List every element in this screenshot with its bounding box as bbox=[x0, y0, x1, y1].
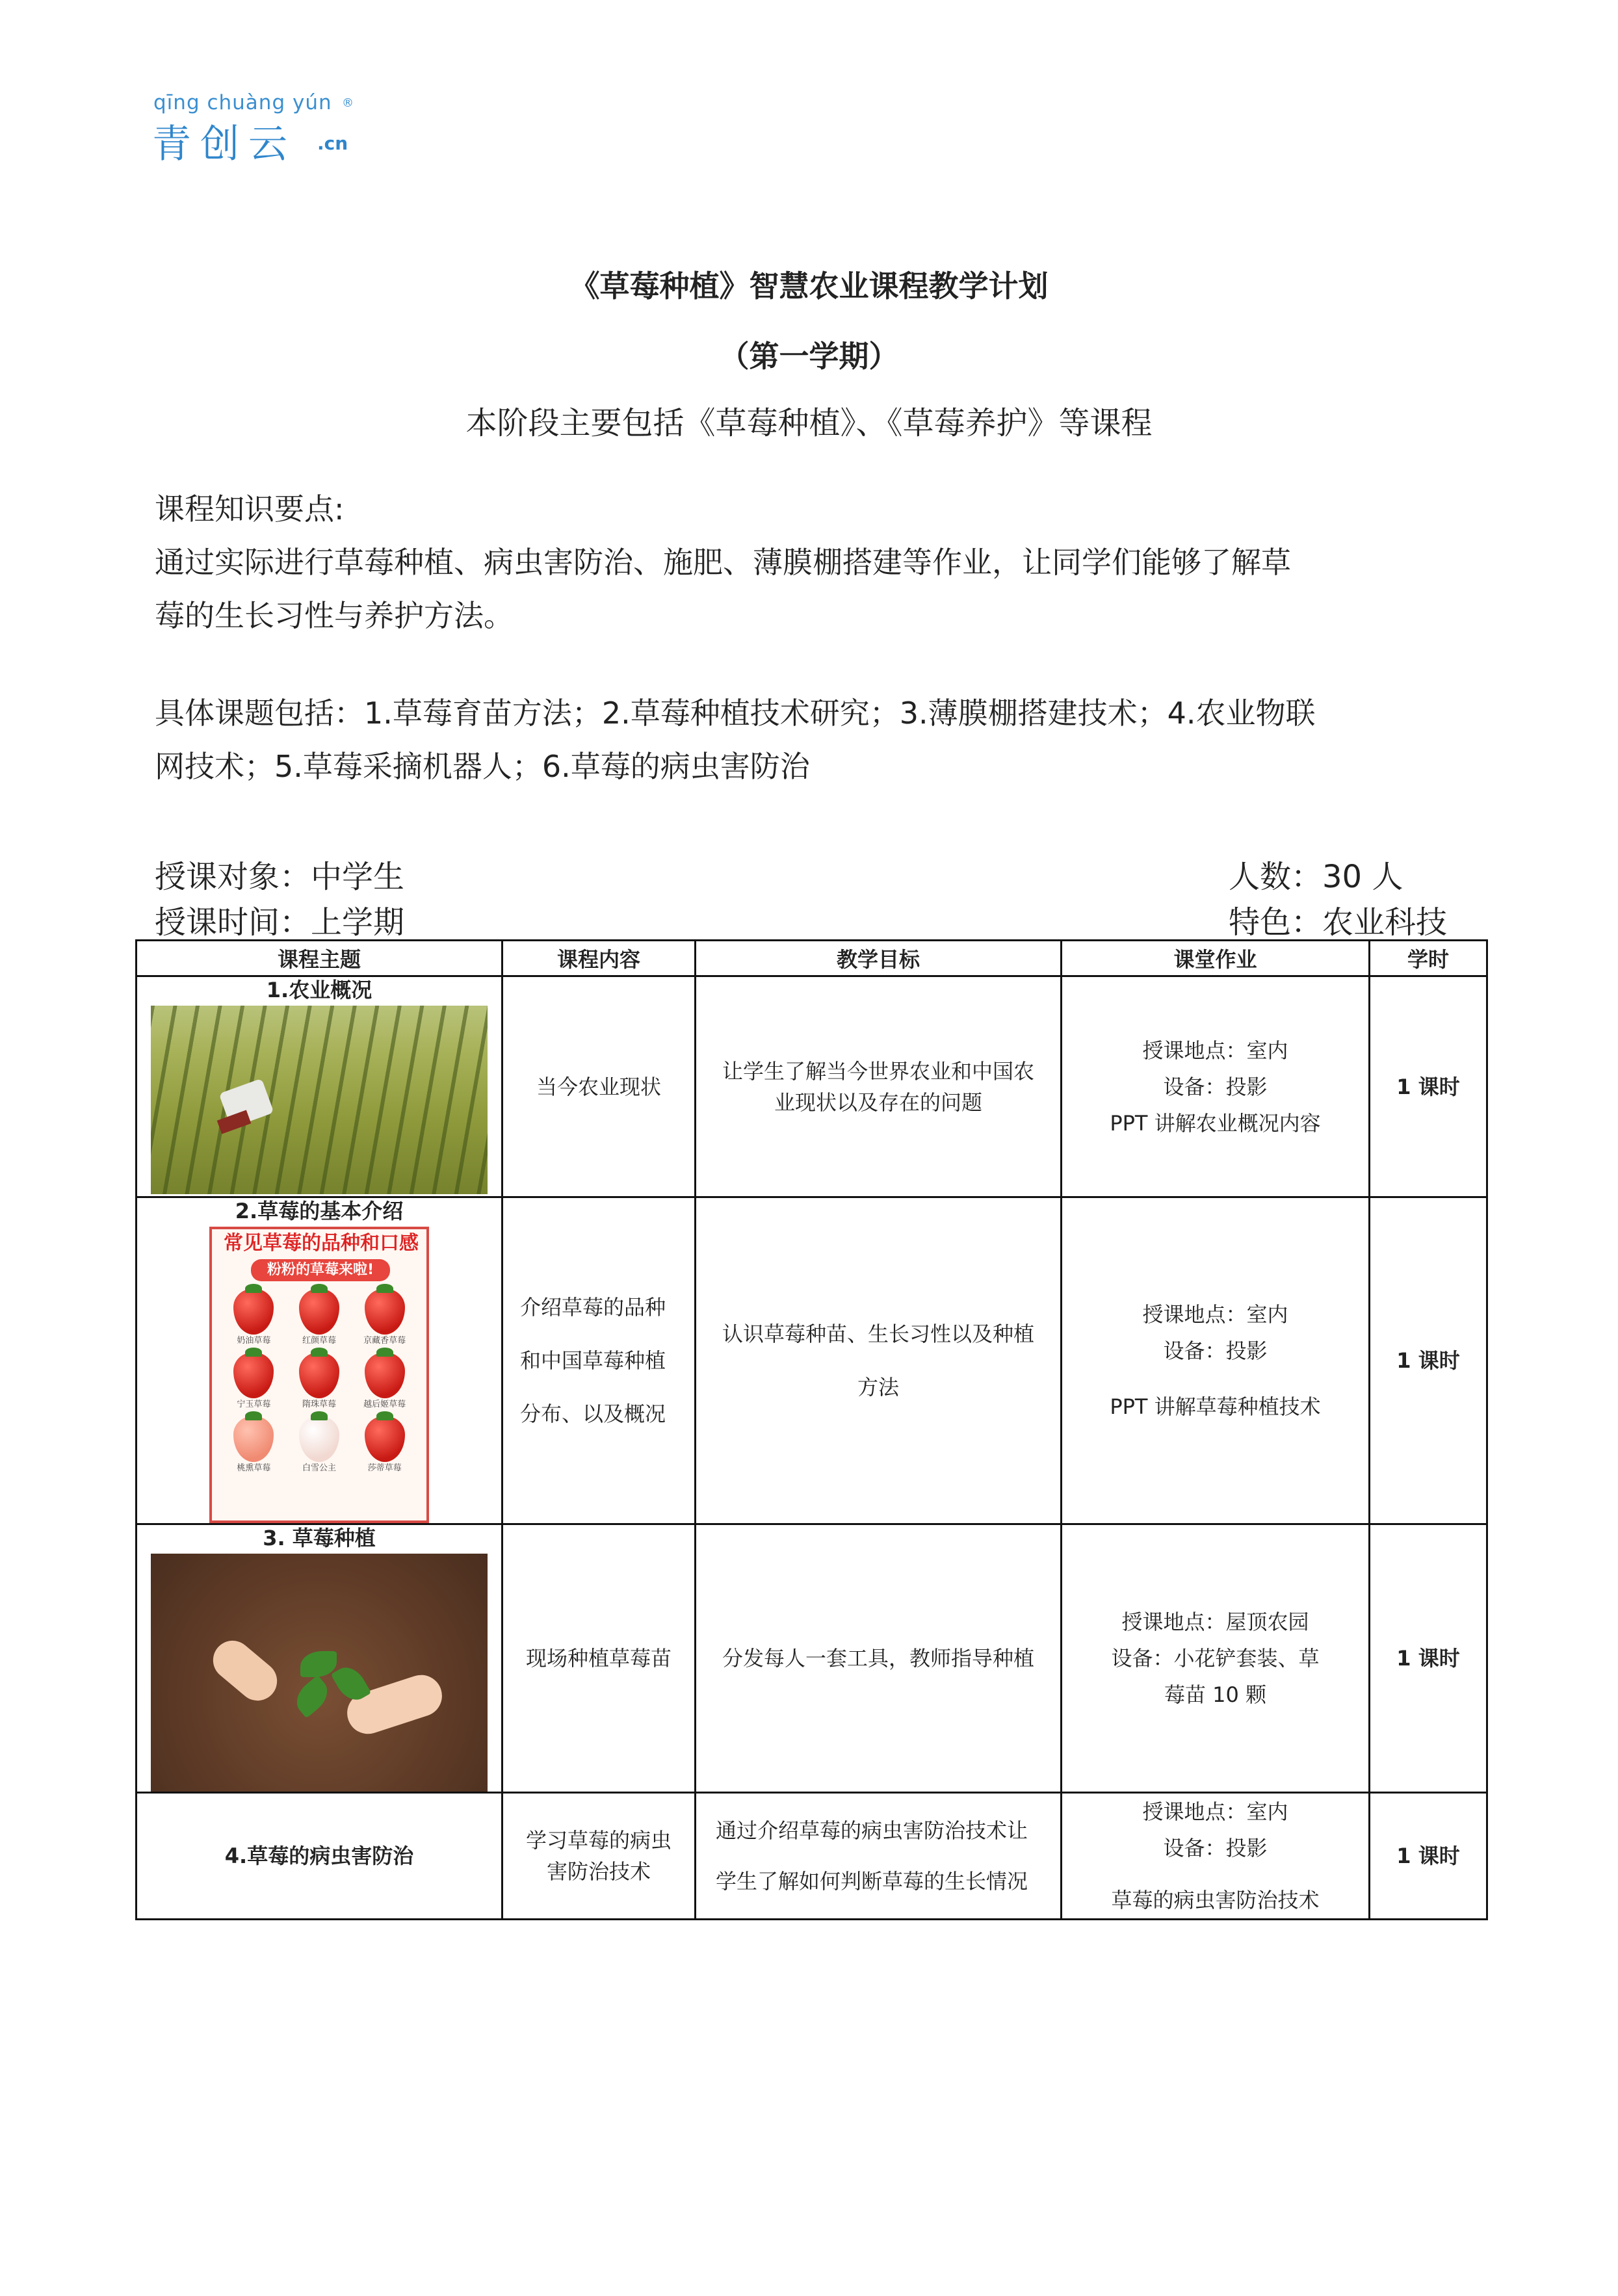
work-line: 设备：小花铲套装、草 bbox=[1111, 1646, 1320, 1671]
table-row bbox=[137, 1793, 1487, 1920]
feature-info: 特色：农业科技 bbox=[1229, 904, 1448, 941]
strawberry-icon: 京藏香草莓 bbox=[352, 1289, 417, 1348]
header-hours: 学时 bbox=[1370, 941, 1487, 976]
topic-cell bbox=[137, 1793, 502, 1920]
work-line: 设备：投影 bbox=[1163, 1338, 1268, 1363]
semester-label: （第一学期） bbox=[719, 339, 899, 374]
knowledge-line: 通过实际进行草莓种植、病虫害防治、施肥、薄膜棚搭建等作业，让同学们能够了解草 bbox=[155, 545, 1291, 580]
strawberry-varieties-poster bbox=[209, 1227, 429, 1523]
topic-name: 1.农业概况 bbox=[266, 978, 372, 1002]
strawberry-icon: 桃熏草莓 bbox=[221, 1416, 287, 1475]
strawberry-icon: 白雪公主 bbox=[287, 1416, 352, 1475]
knowledge-line: 莓的生长习性与养护方法。 bbox=[155, 598, 514, 633]
work-line: 莓苗 10 颗 bbox=[1164, 1682, 1267, 1707]
hours-cell: 1 课时 bbox=[1370, 1197, 1487, 1524]
topic-name: 3. 草莓种植 bbox=[263, 1526, 376, 1550]
stage-intro: 本阶段主要包括《草莓种植》、《草莓养护》等课程 bbox=[465, 405, 1153, 441]
goal-cell bbox=[696, 976, 1062, 1197]
goal-text: 认识草莓种苗、生长习性以及种植方法 bbox=[722, 1322, 1034, 1400]
work-line: 授课地点：室内 bbox=[1142, 1302, 1288, 1327]
work-line: 授课地点：室内 bbox=[1142, 1799, 1288, 1824]
work-line: PPT 讲解农业概况内容 bbox=[1110, 1110, 1321, 1136]
table-header-row bbox=[137, 941, 1487, 976]
topic-name: 4.草莓的病虫害防治 bbox=[224, 1844, 414, 1868]
farm-field-image bbox=[151, 1006, 488, 1194]
work-line: 授课地点：室内 bbox=[1142, 1037, 1288, 1063]
table-row bbox=[137, 1197, 1487, 1524]
logo-pinyin: qīng chuàng yún bbox=[153, 91, 332, 114]
topics-line: 网技术；5.草莓采摘机器人；6.草莓的病虫害防治 bbox=[155, 749, 810, 784]
topic-cell bbox=[137, 1197, 502, 1524]
content-cell: 现场种植草莓苗 bbox=[502, 1524, 696, 1793]
header-work: 课堂作业 bbox=[1062, 941, 1370, 976]
work-cell bbox=[1062, 1524, 1370, 1793]
goal-cell bbox=[696, 1793, 1062, 1920]
topic-cell bbox=[137, 976, 502, 1197]
work-line: 授课地点：屋顶农园 bbox=[1121, 1610, 1309, 1634]
document-title: 《草莓种植》智慧农业课程教学计划 bbox=[569, 268, 1049, 304]
registered-mark: ® bbox=[342, 96, 354, 110]
header-content: 课程内容 bbox=[502, 941, 696, 976]
header-goal: 教学目标 bbox=[696, 941, 1062, 976]
course-plan-table bbox=[135, 939, 1488, 1920]
planting-image bbox=[151, 1554, 488, 1792]
work-line: 设备：投影 bbox=[1163, 1836, 1268, 1860]
knowledge-section bbox=[155, 482, 1455, 642]
topic-cell bbox=[137, 1524, 502, 1793]
work-line: 草莓的病虫害防治技术 bbox=[1111, 1888, 1320, 1912]
count-info: 人数：30 人 bbox=[1229, 859, 1403, 895]
goal-text: 让学生了解当今世界农业和中国农业现状以及存在的问题 bbox=[722, 1058, 1034, 1115]
strawberry-icon: 隋珠草莓 bbox=[287, 1353, 352, 1411]
content-cell bbox=[502, 1793, 696, 1920]
strawberry-icon: 莎蒂草莓 bbox=[352, 1416, 417, 1475]
hours-cell: 1 课时 bbox=[1370, 1793, 1487, 1920]
strawberry-icon: 奶油草莓 bbox=[221, 1289, 287, 1348]
content-cell: 当今农业现状 bbox=[502, 976, 696, 1197]
work-cell bbox=[1062, 1197, 1370, 1524]
topics-section bbox=[155, 686, 1455, 793]
work-cell bbox=[1062, 976, 1370, 1197]
audience-info: 授课对象：中学生 bbox=[155, 859, 405, 895]
hours-cell: 1 课时 bbox=[1370, 976, 1487, 1197]
hours-cell: 1 课时 bbox=[1370, 1524, 1487, 1793]
knowledge-heading: 课程知识要点: bbox=[155, 491, 345, 527]
logo-suffix: .cn bbox=[317, 133, 348, 154]
topics-line: 具体课题包括：1.草莓育苗方法；2.草莓种植技术研究；3.薄膜棚搭建技术；4.农业物联 bbox=[155, 696, 1316, 731]
topic-name: 2.草莓的基本介绍 bbox=[235, 1199, 404, 1223]
table-row bbox=[137, 1524, 1487, 1793]
table-row bbox=[137, 976, 1487, 1197]
content-text: 介绍草莓的品种和中国草莓种植分布、以及概况 bbox=[520, 1295, 666, 1426]
strawberry-icon: 宁玉草莓 bbox=[221, 1353, 287, 1411]
content-text: 学习草莓的病虫害防治技术 bbox=[525, 1828, 672, 1884]
poster-subtitle: 粉粉的草莓来啦! bbox=[251, 1259, 390, 1281]
brand-logo bbox=[152, 91, 360, 167]
strawberry-icon: 越后姬草莓 bbox=[352, 1353, 417, 1411]
time-info: 授课时间：上学期 bbox=[155, 904, 405, 941]
goal-cell bbox=[696, 1197, 1062, 1524]
poster-title: 常见草莓的品种和口感 bbox=[224, 1232, 419, 1255]
goal-cell: 分发每人一套工具，教师指导种植 bbox=[696, 1524, 1062, 1793]
header-topic: 课程主题 bbox=[137, 941, 502, 976]
logo-name: 青创云 bbox=[152, 122, 296, 167]
work-line: PPT 讲解草莓种植技术 bbox=[1110, 1394, 1321, 1419]
work-cell bbox=[1062, 1793, 1370, 1920]
content-cell bbox=[502, 1197, 696, 1524]
strawberry-icon: 红颜草莓 bbox=[287, 1289, 352, 1348]
work-line: 设备：投影 bbox=[1163, 1074, 1268, 1099]
goal-text: 通过介绍草莓的病虫害防治技术让学生了解如何判断草莓的生长情况 bbox=[716, 1818, 1028, 1894]
